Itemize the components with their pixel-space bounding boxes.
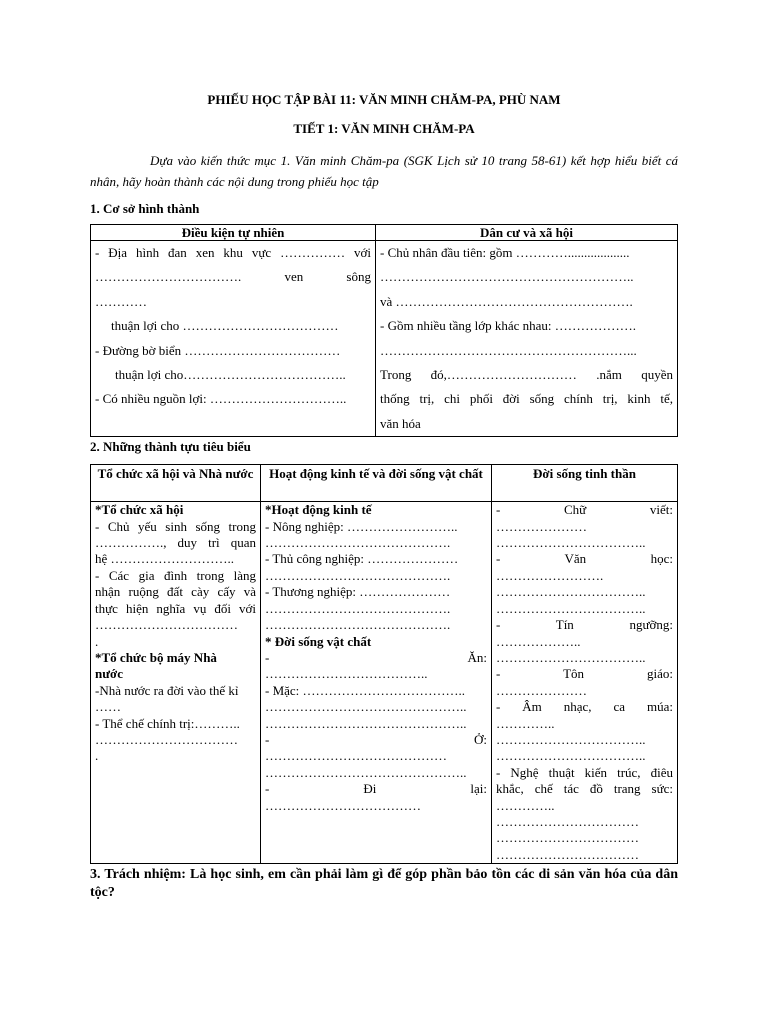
fill-line[interactable]: - Ở: (265, 731, 487, 747)
section2-heading: 2. Những thành tựu tiêu biểu (90, 439, 251, 455)
fill-line[interactable]: - Nông nghiệp: …………………….. (265, 518, 458, 534)
fill-line[interactable]: …………………………………………………... (380, 342, 637, 358)
section1-table (90, 224, 678, 437)
col-spiritual-life-header: Đời sống tinh thần (492, 465, 678, 502)
economy-material-cell (261, 502, 492, 864)
fill-line[interactable]: …………………………….. (496, 748, 646, 764)
fill-line[interactable]: …………………………… (95, 731, 238, 747)
fill-line[interactable]: ……………………………………….. (265, 764, 467, 780)
worksheet (90, 90, 678, 902)
worksheet-title: PHIẾU HỌC TẬP BÀI 11: VĂN MINH CHĂM-PA, PHÙ NAM (207, 92, 561, 107)
natural-conditions-cell (91, 241, 376, 437)
text-line: -Nhà nước ra đời vào thế kỉ (95, 682, 239, 698)
text-line: thực hiện nghĩa vụ đối với (95, 600, 256, 616)
fill-line[interactable]: …………………………….. (496, 649, 646, 665)
fill-line[interactable]: …………………………….. (496, 731, 646, 747)
col-economy-material-header: Hoạt động kinh tế và đời sống vật chất (261, 465, 492, 502)
fill-line[interactable]: …………………………… (95, 617, 238, 633)
fill-line[interactable]: ……………………. (496, 567, 604, 583)
intro-text: Dựa vào kiến thức mục 1. Văn minh Chăm-pa (SGK Lịch sử 10 trang 58-61) kết hợp hiểu biết cá nhân, hãy hoàn thành các nội dung trong phiếu học tập (90, 153, 678, 189)
fill-line[interactable]: - Thủ công nghiệp: ………………… (265, 551, 459, 567)
fill-line[interactable]: hệ ……………………….. (95, 551, 235, 567)
fill-line[interactable]: khắc, chế tác đồ trang sức: (496, 781, 673, 797)
col-natural-conditions-header: Điều kiện tự nhiên (91, 225, 376, 241)
subheading: nước (95, 666, 123, 682)
fill-line[interactable]: - Chữ viết: (496, 502, 673, 518)
col-population-society-header: Dân cư và xã hội (376, 225, 678, 241)
fill-line[interactable]: ………….. (496, 715, 555, 731)
fill-line[interactable]: - Thể chế chính trị:……….. (95, 715, 240, 731)
fill-line[interactable]: - Tôn giáo: (496, 666, 673, 682)
fill-line: . (95, 633, 99, 649)
fill-line[interactable]: …………………………….. (496, 584, 646, 600)
fill-line[interactable]: - Thương nghiệp: ………………… (265, 584, 451, 600)
fill-line[interactable]: - Văn học: (496, 551, 673, 567)
fill-line[interactable]: ………………………………………………….. (380, 269, 634, 285)
fill-line[interactable]: ……………………………………….. (265, 715, 467, 731)
fill-line[interactable]: ……………………………………….. (265, 699, 467, 715)
fill-line[interactable]: - Gồm nhiều tầng lớp khác nhau: ………………. (380, 318, 637, 334)
fill-line[interactable]: - Đi lại: (265, 781, 487, 797)
fill-line[interactable]: …………………………….. (496, 600, 646, 616)
fill-line[interactable]: - Âm nhạc, ca múa: (496, 699, 673, 715)
fill-line[interactable]: - Mặc: ……………………………….. (265, 682, 466, 698)
fill-line[interactable]: ………….. (496, 797, 555, 813)
fill-line[interactable]: ……………………………………. (265, 600, 451, 616)
fill-line[interactable]: ………………… (496, 518, 587, 534)
fill-line[interactable]: ……………………………….. (265, 666, 428, 682)
section1-heading: 1. Cơ sở hình thành (90, 201, 200, 216)
text-line: - Nghệ thuật kiến trúc, điêu (496, 764, 673, 780)
text-line: nhận ruộng đất cày cấy và (95, 584, 256, 600)
section2-table (90, 464, 678, 864)
text-line: thống trị, chi phối đời sống chính trị, kinh tế, (380, 391, 673, 407)
fill-line[interactable]: ……………………………………. (265, 617, 451, 633)
fill-line[interactable]: ……………………………………. (265, 567, 451, 583)
fill-line[interactable]: ……………., duy trì quan (95, 535, 256, 551)
fill-line[interactable]: - Tín ngưỡng: (496, 617, 673, 633)
society-state-cell (91, 502, 261, 864)
fill-line[interactable]: ……………………………… (265, 797, 421, 813)
fill-line[interactable]: - Địa hình đan xen khu vực …………… với (95, 245, 371, 260)
fill-line[interactable]: - Có nhiều nguồn lợi: ………………………….. (95, 391, 347, 407)
subheading: *Tổ chức xã hội (95, 502, 184, 518)
fill-line[interactable]: - Chủ yếu sinh sống trong (95, 518, 256, 534)
spiritual-life-cell (492, 502, 678, 864)
fill-line[interactable]: …………………………… (496, 846, 639, 862)
fill-line[interactable]: - Đường bờ biển ……………………………… (95, 342, 341, 358)
fill-line[interactable]: …………………………… (496, 830, 639, 846)
fill-line[interactable]: …………………………… (496, 813, 639, 829)
subheading: *Tổ chức bộ máy Nhà (95, 649, 217, 665)
fill-line[interactable]: - Ăn: (265, 649, 487, 665)
fill-line[interactable]: ………………… (496, 682, 587, 698)
text-line: - Các gia đình trong làng (95, 567, 256, 583)
fill-line: . (95, 748, 99, 764)
subheading: *Hoạt động kinh tế (265, 502, 372, 518)
text-line: văn hóa (380, 415, 421, 431)
fill-line[interactable]: …………………………….. (496, 535, 646, 551)
fill-line[interactable]: …………………………………… (265, 748, 447, 764)
fill-line[interactable]: thuận lợi cho……………………………….. (115, 367, 346, 383)
col-society-state-header: Tổ chức xã hội và Nhà nước (91, 465, 261, 502)
population-society-cell (376, 241, 678, 437)
fill-line[interactable]: Trong đó,………………………… .nắm quyền (380, 367, 673, 383)
fill-line[interactable]: thuận lợi cho ……………………………… (111, 318, 339, 334)
fill-line[interactable]: ……………………………. ven sông (95, 269, 371, 285)
fill-line[interactable]: ……………………………………. (265, 535, 451, 551)
fill-line[interactable]: - Chủ nhân đầu tiên: gồm …………................... (380, 245, 630, 260)
section3-question: 3. Trách nhiệm: Là học sinh, em cần phải làm gì để góp phần bảo tồn các di sản văn hóa của dân tộc? (90, 867, 678, 901)
fill-line[interactable]: và ………………………………………………. (380, 293, 633, 309)
worksheet-subtitle: TIẾT 1: VĂN MINH CHĂM-PA (293, 121, 475, 136)
fill-line[interactable]: …… (95, 699, 121, 715)
fill-line[interactable]: ………… (95, 293, 147, 309)
fill-line[interactable]: ……………….. (496, 633, 581, 649)
subheading: * Đời sống vật chất (265, 633, 372, 649)
